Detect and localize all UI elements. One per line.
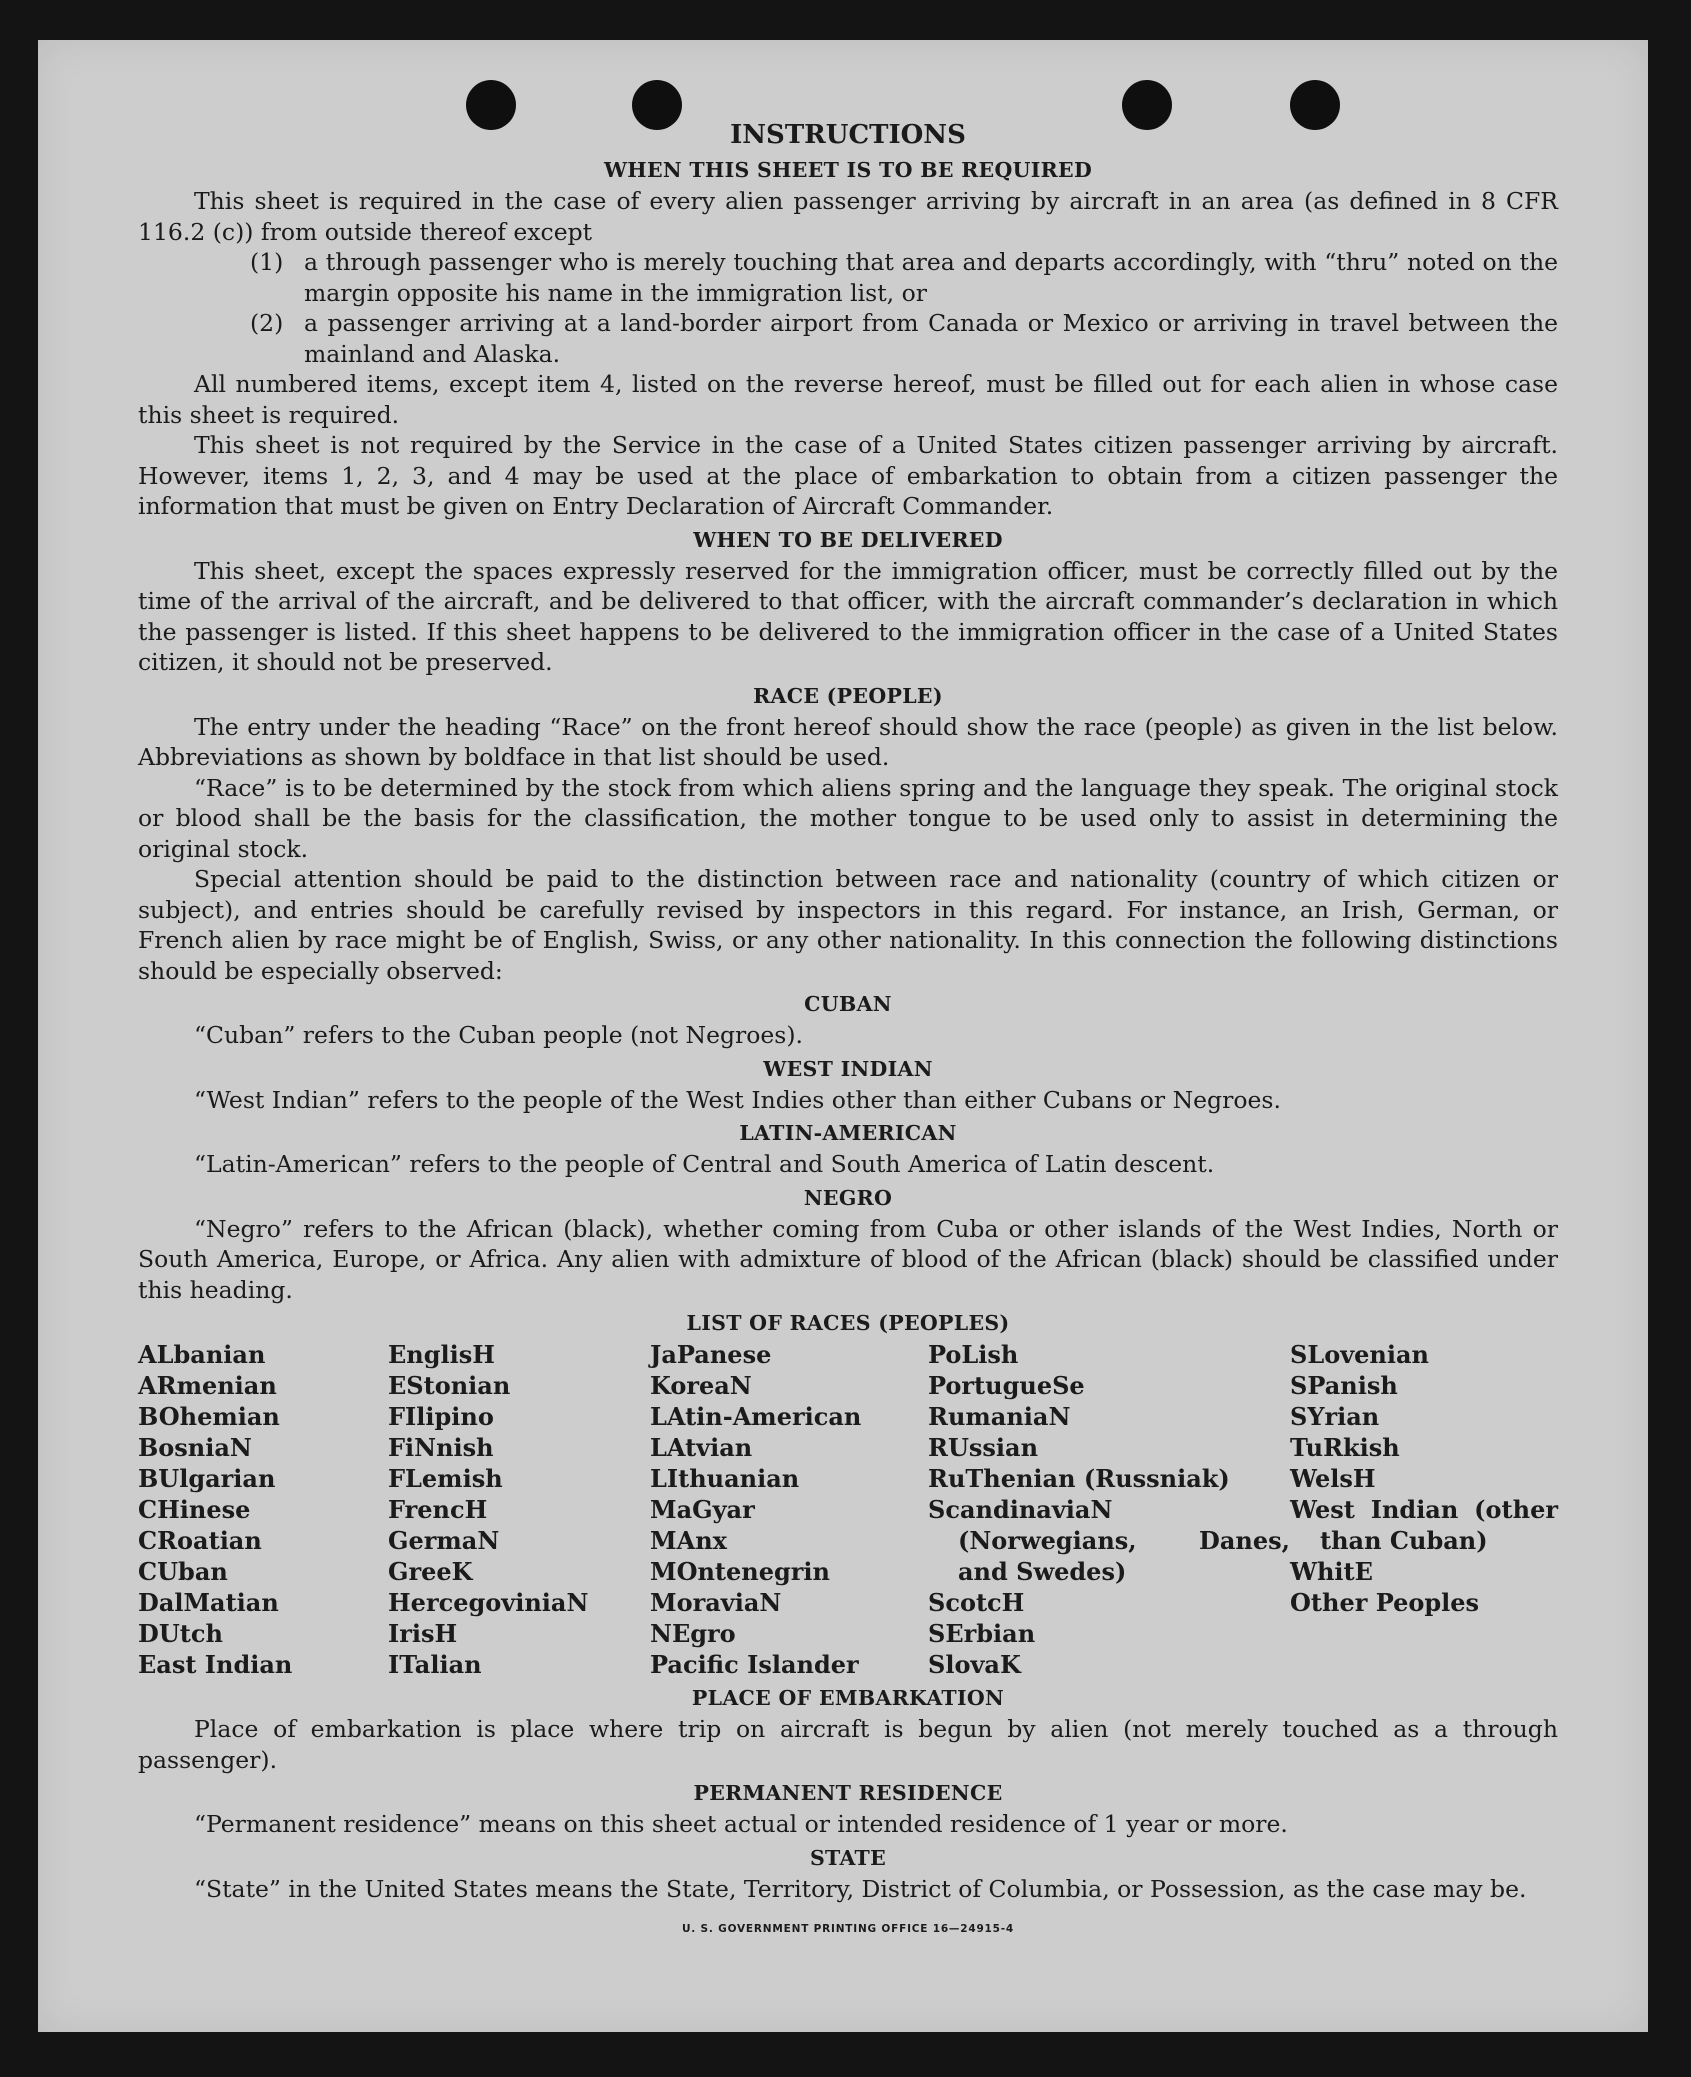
page-title: INSTRUCTIONS — [730, 120, 966, 150]
race-item: Pacific Islander — [650, 1650, 859, 1679]
section-heading: PERMANENT RESIDENCE — [693, 1781, 1003, 1805]
race-item: DalMatian — [138, 1588, 279, 1617]
race-item: GermaN — [388, 1526, 500, 1555]
race-item: IrisH — [388, 1619, 458, 1648]
race-item: MAnx — [650, 1526, 727, 1555]
race-item: TuRkish — [1290, 1433, 1400, 1462]
race-column — [650, 1339, 928, 1680]
race-column — [138, 1339, 388, 1680]
paragraph: The entry under the heading “Race” on the front hereof should show the race (people) as given in the list below. Abbreviations as shown by boldface in that list should be used. — [138, 712, 1558, 771]
section-heading: WEST INDIAN — [763, 1056, 933, 1081]
list-item — [250, 308, 1558, 369]
race-item: SlovaK — [928, 1650, 1021, 1679]
race-item: LAtin-American — [650, 1402, 862, 1431]
paragraph: “Negro” refers to the African (black), whether coming from Cuba or other islands of the West Indies, North or South America, Europe, or Africa. Any alien with admixture of blood of the African (black) should be classified under this heading. — [138, 1214, 1558, 1304]
race-item: ITalian — [388, 1650, 482, 1679]
race-item: MaGyar — [650, 1495, 755, 1524]
race-item: BosniaN — [138, 1433, 252, 1462]
paragraph: This sheet is not required by the Service in the case of a United States citizen passenger arriving by aircraft. However, items 1, 2, 3, and 4 may be used at the place of embarkation to obtain from a citizen passenger the information that must be given on Entry Declaration of Aircraft Commander. — [138, 431, 1558, 520]
race-item: BUlgarian — [138, 1464, 276, 1493]
race-item: MOntenegrin — [650, 1557, 830, 1586]
race-item: JaPanese — [650, 1340, 772, 1369]
race-item: DUtch — [138, 1619, 223, 1648]
race-item: FIlipino — [388, 1402, 494, 1431]
paragraph: Place of embarkation is place where trip on aircraft is begun by alien (not merely touched as a through passenger). — [138, 1715, 1558, 1774]
race-item: RuThenian (Russniak) — [928, 1464, 1230, 1493]
section-heading: NEGRO — [803, 1185, 893, 1210]
paragraph: “Race” is to be determined by the stock from which aliens spring and the language they speak. The original stock or blood shall be the basis for the classification, the mother tongue to be used only to assist in determining the original stock. — [138, 773, 1558, 863]
race-item: LIthuanian — [650, 1464, 800, 1493]
race-item: GreeK — [388, 1557, 473, 1586]
race-item: SYrian — [1290, 1402, 1380, 1431]
race-item: CHinese — [138, 1495, 251, 1524]
race-item: LAtvian — [650, 1433, 753, 1462]
race-item: West Indian (other than Cuban) — [1290, 1495, 1558, 1555]
race-item: BOhemian — [138, 1402, 280, 1431]
race-item: EnglisH — [388, 1340, 495, 1369]
instructions-content — [138, 118, 1558, 1945]
section-heading: RACE (PEOPLE) — [753, 683, 943, 708]
section-heading: STATE — [809, 1845, 887, 1870]
section-heading: WHEN TO BE DELIVERED — [693, 527, 1003, 552]
race-item: SPanish — [1290, 1371, 1398, 1400]
paragraph: “State” in the United States means the State, Territory, District of Columbia, or Possession, as the case may be. — [194, 1874, 1527, 1903]
race-column — [928, 1339, 1290, 1680]
paragraph: Special attention should be paid to the distinction between race and nationality (country of which citizen or subject), and entries should be carefully revised by inspectors in this regard. For instance, an Irish, German, or French alien by race might be of English, Swiss, or any other nationality. In this connection the following distinctions should be especially observed: — [138, 865, 1558, 985]
race-item: HercegoviniaN — [388, 1588, 589, 1617]
item-number: (1) — [250, 248, 284, 276]
race-item: FLemish — [388, 1464, 503, 1493]
race-item: ALbanian — [138, 1340, 266, 1369]
section-heading: LATIN-AMERICAN — [739, 1121, 957, 1145]
race-item: EStonian — [388, 1371, 511, 1400]
item-text: a passenger arriving at a land-border airport from Canada or Mexico or arriving in travel between the mainland and Alaska. — [304, 309, 1558, 368]
paragraph: This sheet is required in the case of every alien passenger arriving by aircraft in an area (as defined in 8 CFR 116.2 (c)) from outside thereof except — [138, 187, 1558, 246]
paragraph: “Cuban” refers to the Cuban people (not Negroes). — [194, 1021, 804, 1049]
race-item: WhitE — [1290, 1557, 1373, 1586]
race-item: CRoatian — [138, 1526, 262, 1555]
race-item: NEgro — [650, 1619, 736, 1648]
paragraph: All numbered items, except item 4, listed on the reverse hereof, must be filled out for each alien in whose case this sheet is required. — [138, 370, 1558, 429]
race-item: KoreaN — [650, 1371, 752, 1400]
race-item: ScotcH — [928, 1588, 1025, 1617]
section-heading: LIST OF RACES (PEOPLES) — [686, 1311, 1010, 1335]
race-item: ScandinaviaN (Norwegians, Danes, and Swedes) — [928, 1495, 1290, 1586]
paragraph: “Permanent residence” means on this sheet actual or intended residence of 1 year or more. — [194, 1810, 1288, 1838]
list-item — [250, 247, 1558, 308]
paragraph: “West Indian” refers to the people of the West Indies other than either Cubans or Negroes. — [194, 1085, 1281, 1114]
race-item: FrencH — [388, 1495, 488, 1524]
race-item: SErbian — [928, 1619, 1036, 1648]
paragraph: This sheet, except the spaces expressly reserved for the immigration officer, must be correctly filled out by the time of the arrival of the aircraft, and be delivered to that officer, with the aircraft commander’s declaration in which the passenger is listed. If this sheet happens to be delivered to the immigration officer in the case of a United States citizen, it should not be preserved. — [138, 556, 1558, 676]
paragraph: “Latin-American” refers to the people of Central and South America of Latin descent. — [194, 1150, 1215, 1178]
section-heading: CUBAN — [804, 992, 892, 1016]
document-sheet — [38, 40, 1648, 2032]
race-item: ARmenian — [138, 1371, 277, 1400]
race-item: FiNnish — [388, 1433, 494, 1462]
race-item: CUban — [138, 1557, 228, 1586]
race-list — [138, 1339, 1558, 1680]
race-item: East Indian — [138, 1650, 293, 1679]
race-item: PortugueSe — [928, 1371, 1085, 1400]
printer-imprint: U. S. GOVERNMENT PRINTING OFFICE 16—24915-4 — [681, 1923, 1015, 1935]
race-column — [1290, 1339, 1558, 1680]
item-number: (2) — [250, 309, 284, 337]
race-column — [388, 1339, 650, 1680]
race-item: PoLish — [928, 1340, 1019, 1369]
race-item: WelsH — [1290, 1464, 1376, 1493]
race-item: MoraviaN — [650, 1588, 782, 1617]
race-item: RUssian — [928, 1433, 1039, 1462]
item-text: a through passenger who is merely touching that area and departs accordingly, with “thru” noted on the margin opposite his name in the immigration list, or — [304, 248, 1558, 307]
race-item: SLovenian — [1290, 1340, 1429, 1369]
race-item: Other Peoples — [1290, 1588, 1480, 1617]
race-item: RumaniaN — [928, 1402, 1071, 1431]
section-heading: PLACE OF EMBARKATION — [691, 1686, 1005, 1710]
section-heading: WHEN THIS SHEET IS TO BE REQUIRED — [603, 158, 1093, 182]
